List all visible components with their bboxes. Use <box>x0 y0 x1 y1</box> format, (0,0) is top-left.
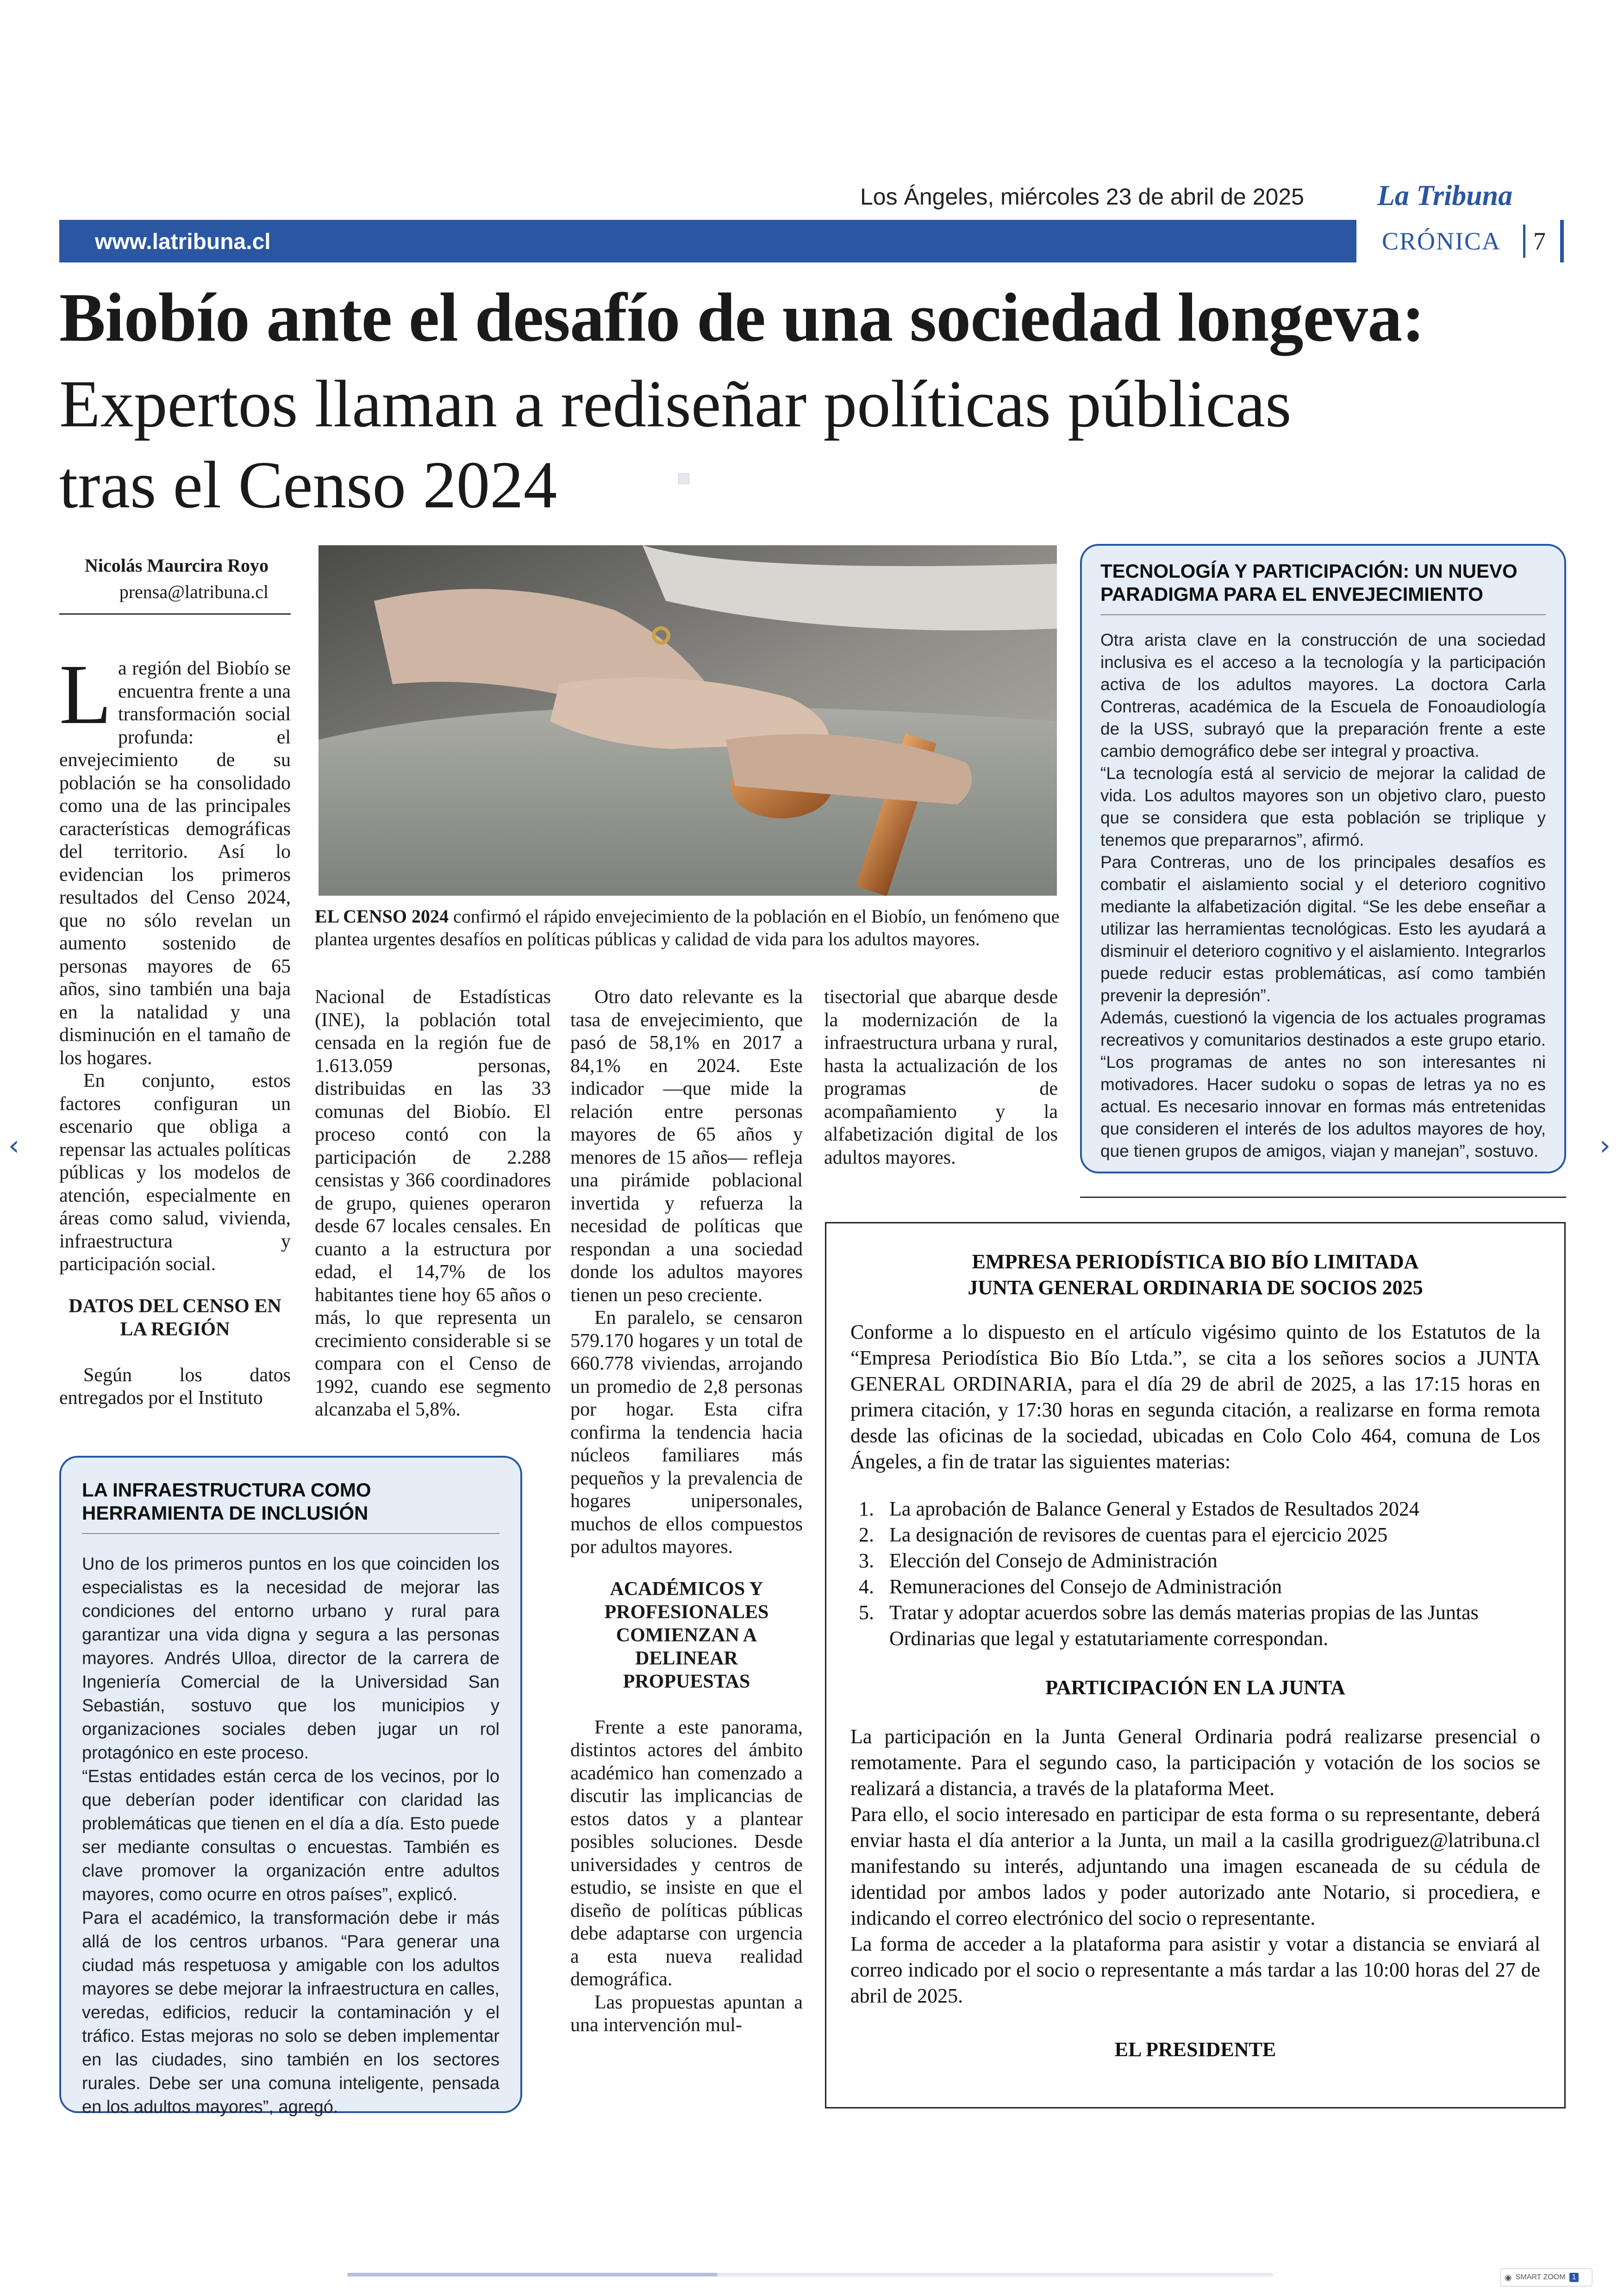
list-item: 5. Tratar y adoptar acuerdos sobre las demás materias propias de las Juntas Ordinarias que legal y estatutariamente correspondan. <box>859 1601 1479 1650</box>
sidebar-divider <box>82 1533 500 1534</box>
sidebar-title: LA INFRAESTRUCTURA COMO HERRAMIENTA DE INCLUSIÓN <box>82 1479 371 1524</box>
article-paragraph: Otro dato relevante es la tasa de envejecimiento, que pasó de 58,1% en 2017 a 84,1% en 2024. Este indicador —que mide la relación entre personas mayores de 65 años y menores de 15 años— refleja una pirámide poblacional invertida y refuerza la necesidad de políticas que respondan a una sociedad donde los adultos mayores tienen un peso creciente. <box>570 986 803 1306</box>
notice-paragraph: Para ello, el socio interesado en participar de esta forma o su representante, deberá enviar hasta el día anterior a la Junta, un mail a la casilla grodriguez@latribuna.cl manifestando su interés, adjuntando una imagen escaneada de su cédula de identidad por ambos lados y poder autorizado ante Notario, si procediera, e indicando el correo electrónico del socio o representante. <box>850 1803 1540 1929</box>
sidebar-technology <box>1080 544 1566 1173</box>
author-email[interactable]: prensa@latribuna.cl <box>119 581 269 602</box>
section-rule <box>1080 1197 1566 1198</box>
sidebar-divider <box>1100 614 1546 615</box>
article-column-4 <box>824 986 1058 1169</box>
eye-icon: ◉ <box>1505 2272 1512 2283</box>
list-item: 3. Elección del Consejo de Administración <box>859 1549 1218 1572</box>
scrollbar-thumb[interactable] <box>347 2273 718 2276</box>
smart-zoom-label: SMART ZOOM <box>1515 2273 1566 2281</box>
section-subhead: DATOS DEL CENSO EN LA REGIÓN <box>69 1295 281 1340</box>
caption-lead: EL CENSO 2024 <box>315 906 449 927</box>
issue-date: Los Ángeles, miércoles 23 de abril de 2025 <box>860 184 1304 210</box>
notice-list <box>850 1496 1540 1652</box>
article-column-1 <box>59 647 291 1410</box>
legal-notice <box>825 1222 1566 2108</box>
sidebar-title: TECNOLOGÍA Y PARTICIPACIÓN: UN NUEVO PARADIGMA PARA EL ENVEJECIMIENTO <box>1100 560 1518 605</box>
list-item: 2. La designación de revisores de cuentas para el ejercicio 2025 <box>859 1523 1388 1546</box>
sidebar-paragraph: Para Contreras, uno de los principales desafíos es combatir el aislamiento social y el deterioro cognitivo mediante la alfabetización digital. “Se les debe enseñar a utilizar las herramientas tecnológicas. Esto les ayudará a disminuir el deterioro cognitivo y el aislamiento. Integrarlos puede reducir estas problemáticas, así como también prevenir la depresión”. <box>1100 853 1546 1005</box>
smart-zoom-control[interactable] <box>1500 2268 1593 2287</box>
sidebar-paragraph: Además, cuestionó la vigencia de los actuales programas recreativos y comunitarios destinados a este grupo etario. “Los programas de antes no son interesantes ni motivadores. Hacer sudoku o sopas de letras ya no es actual. Es necesario innovar en formas más entretenidas que consideren el interés de los adultos mayores de hoy, que tienen grupos de amigos, viajan y manejan”, sostuvo. <box>1100 1008 1546 1160</box>
inline-marker-icon <box>678 473 689 484</box>
article-column-3 <box>570 986 803 2037</box>
article-photo <box>319 545 1057 896</box>
page-badge: 1 <box>1569 2273 1579 2282</box>
notice-title: JUNTA GENERAL ORDINARIA DE SOCIOS 2025 <box>968 1276 1423 1299</box>
notice-subtitle: PARTICIPACIÓN EN LA JUNTA <box>1045 1676 1345 1699</box>
sidebar-paragraph: “Estas entidades están cerca de los vecinos, por lo que deberían poder identificar con claridad las problemáticas que tienen en el día a día. Esto puede ser mediante consultas o encuestas. También es clave promover la organización entre adultos mayores, como ocurre en otros países”, explicó. <box>82 1767 500 1904</box>
list-item: 1. La aprobación de Balance General y Estados de Resultados 2024 <box>859 1497 1419 1520</box>
newspaper-logo: La Tribuna <box>1377 180 1513 212</box>
notice-signature: EL PRESIDENTE <box>1114 2038 1276 2061</box>
article-paragraph: En conjunto, estos factores configuran un escenario que obliga a repensar las actuales políticas públicas y los modelos de atención, especialmente en áreas como salud, vivienda, infraestructura y participación social. <box>59 1070 291 1275</box>
elderly-hands-photo-illustration <box>319 545 1057 896</box>
article-paragraph: tisectorial que abarque desde la modernización de la infraestructura urbana y rural, hasta la actualización de los programas de acompañamiento y la alfabetización digital de los adultos mayores. <box>824 986 1058 1168</box>
sidebar-paragraph: Uno de los primeros puntos en los que coinciden los especialistas es la necesidad de mejorar las condiciones del entorno urbano y rural para garantizar una vida digna y segura a las personas mayores. Andrés Ulloa, director de la carrera de Ingeniería Comercial de la Universidad San Sebastián, sostuvo que los municipios y organizaciones sociales deben jugar un rol protagónico en este proceso. <box>82 1554 500 1763</box>
caption-text: confirmó el rápido envejecimiento de la población en el Biobío, un fenómeno que plantea urgentes desafíos en políticas públicas y calidad de vida para los adultos mayores. <box>315 906 1060 949</box>
section-divider <box>1523 225 1525 258</box>
author-name: Nicolás Maurcira Royo <box>85 555 269 576</box>
headline: Biobío ante el desafío de una sociedad longeva: <box>59 279 1425 356</box>
article-column-2 <box>315 986 551 1422</box>
section-subhead: ACADÉMICOS Y PROFESIONALES COMIENZAN A DELINEAR PROPUESTAS <box>604 1578 769 1692</box>
article-paragraph: a región del Biobío se encuentra frente a una transformación social profunda: el envejecimiento de su población se ha consolidado como una de las principales características demográficas del territorio. Así lo evidencian los primeros resultados del Censo 2024, que no sólo revelan un aumento sostenido de personas mayores de 65 años, sino también una baja en la natalidad y una disminución en el tamaño de los hogares. <box>59 658 291 1069</box>
site-url[interactable]: www.latribuna.cl <box>95 230 271 254</box>
list-item: 4. Remuneraciones del Consejo de Administración <box>859 1575 1282 1598</box>
subheadline-line-2: tras el Censo 2024 <box>59 448 557 522</box>
article-paragraph: Según los datos entregados por el Instituto <box>59 1364 291 1409</box>
section-name: CRÓNICA <box>1382 227 1501 255</box>
sidebar-paragraph: Otra arista clave en la construcción de una sociedad inclusiva es el acceso a la tecnología y la participación activa de los adultos mayores. La doctora Carla Contreras, académica de la Escuela de Fonoaudiología de la USS, subrayó que la preparación frente a este cambio demográfico debe ser integral y proactiva. <box>1100 630 1546 761</box>
notice-title: EMPRESA PERIODÍSTICA BIO BÍO LIMITADA <box>972 1250 1419 1273</box>
article-paragraph: Frente a este panorama, distintos actores del ámbito académico han comenzado a discutir las implicancias de estos datos y a plantear posibles soluciones. Desde universidades y centros de estudio, se insiste en que el diseño de políticas públicas debe adaptarse con urgencia a esta nueva realidad demográfica. <box>570 1716 803 1990</box>
sidebar-infrastructure <box>59 1456 522 2117</box>
header-bar <box>59 220 1564 262</box>
notice-paragraph: La forma de acceder a la plataforma para asistir y votar a distancia se enviará al correo indicado por el socio o representante a más tardar a las 10:00 horas del 27 de abril de 2025. <box>850 1933 1540 2007</box>
page-number: 7 <box>1533 227 1546 255</box>
subheadline-line-1: Expertos llaman a rediseñar políticas públicas <box>59 367 1292 441</box>
notice-paragraph: Conforme a lo dispuesto en el artículo vigésimo quinto de los Estatutos de la “Empresa Periodística Bio Bío Ltda.”, se cita a los señores socios a JUNTA GENERAL ORDINARIA, para el día 29 de abril de 2025, a las 17:15 horas en primera citación, y 17:30 horas en segunda citación, a realizarse en forma remota desde las oficinas de la sociedad, ubicadas en Colo Colo 464, comuna de Los Ángeles, a fin de tratar las siguientes materias: <box>850 1321 1540 1473</box>
photo-caption <box>315 905 1060 950</box>
byline-divider <box>59 613 291 615</box>
next-page-arrow-icon[interactable]: › <box>1599 1129 1611 1162</box>
previous-page-arrow-icon[interactable]: ‹ <box>8 1129 19 1162</box>
article-paragraph: Nacional de Estadísticas (INE), la población total censada en la región fue de 1.613.059 personas, distribuidas en las 33 comunas del Biobío. El proceso contó con la participación de 2.288 censistas y 366 coordinadores de grupo, quienes operaron desde 67 locales censales. En cuanto a la estructura por edad, el 14,7% de los habitantes tiene hoy 65 años o más, lo que representa un crecimiento considerable si se compara con el Censo de 1992, cuando ese segmento alcanzaba el 5,8%. <box>315 986 551 1420</box>
notice-paragraph: La participación en la Junta General Ordinaria podrá realizarse presencial o remotamente. Para el segundo caso, la participación y votación de los socios se realizará a distancia, a través de la plataforma Meet. <box>850 1725 1540 1800</box>
dropcap: L <box>59 647 112 742</box>
article-paragraph: En paralelo, se censaron 579.170 hogares y un total de 660.778 viviendas, arrojando un promedio de 2,8 personas por hogar. Esta cifra confirma la tendencia hacia núcleos familiares más pequeños y la prevalencia de hogares unipersonales, muchos de ellos compuestos por adultos mayores. <box>570 1307 803 1558</box>
article-paragraph: Las propuestas apuntan a una intervención mul- <box>570 1991 803 2036</box>
sidebar-paragraph: Para el académico, la transformación debe ir más allá de los centros urbanos. “Para generar una ciudad más respetuosa y amigable con los adultos mayores se debe mejorar la infraestructura en calles, veredas, edificios, reducir la contaminación y el tráfico. Estas mejoras no solo se deben implementar en las ciudades, sino también en los sectores rurales. Debe ser una comuna inteligente, pensada en los adultos mayores”, agregó. <box>82 1908 500 2117</box>
sidebar-paragraph: “La tecnología está al servicio de mejorar la calidad de vida. Los adultos mayores son un objetivo claro, puesto que se considera que esta población se triplique y tenemos que prepararnos”, afirmó. <box>1100 764 1546 849</box>
